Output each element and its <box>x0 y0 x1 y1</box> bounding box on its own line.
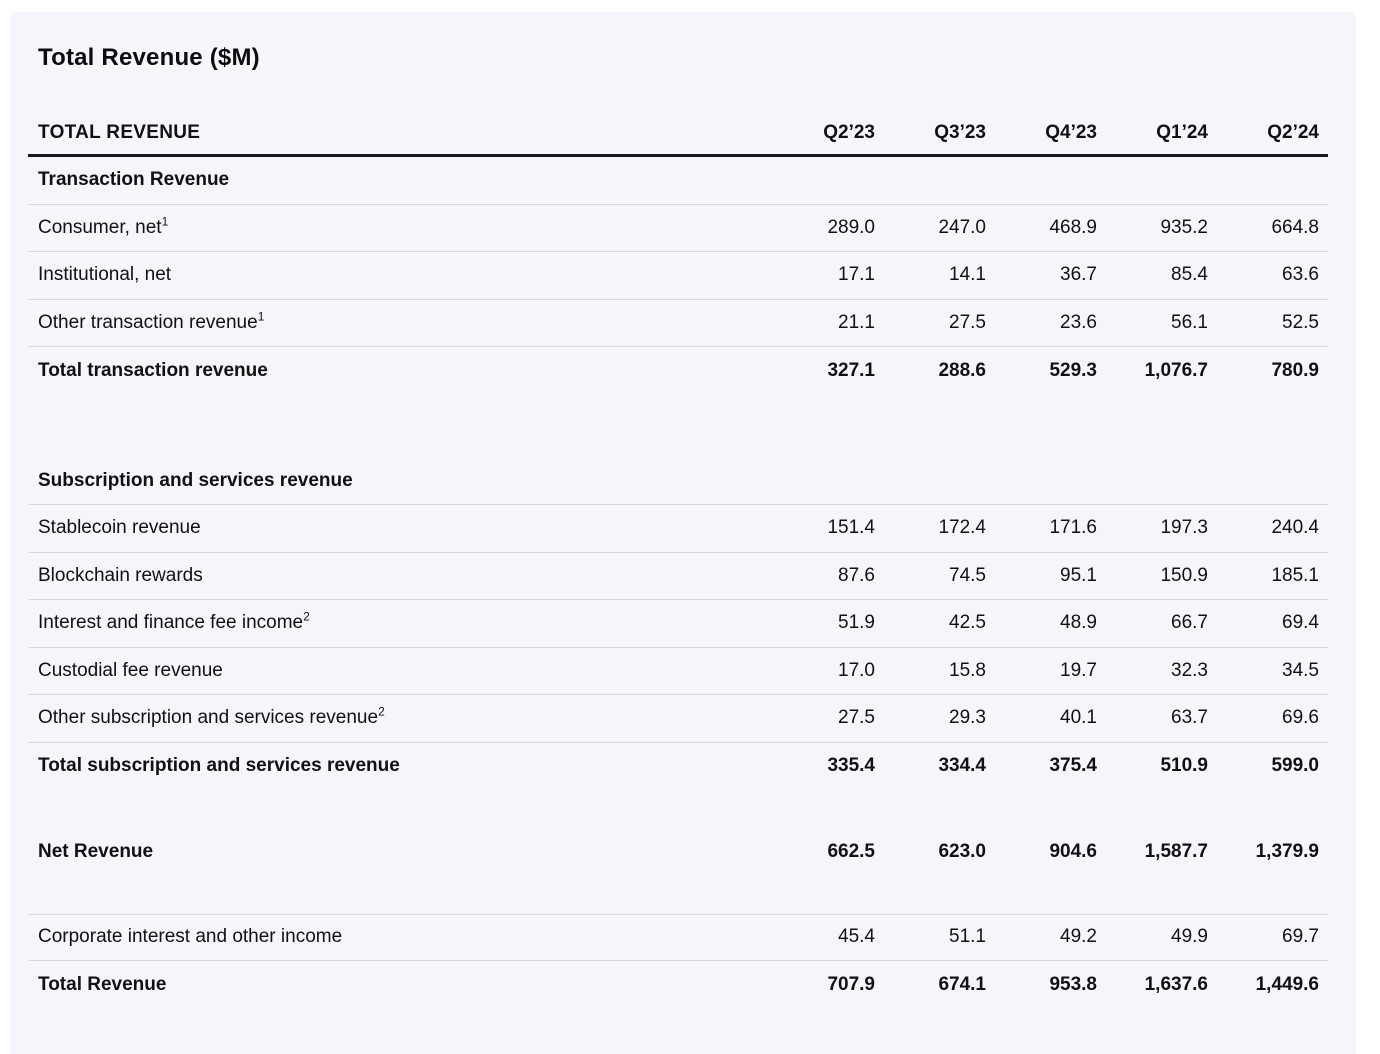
column-header: Q4’23 <box>1045 122 1097 143</box>
value-cell: 953.8 <box>1049 973 1097 995</box>
value-cell: 40.1 <box>1060 707 1097 729</box>
value-cell: 151.4 <box>827 517 875 539</box>
value-cell: 42.5 <box>949 612 986 634</box>
value-cell: 327.1 <box>827 359 875 381</box>
value-cell: 707.9 <box>827 973 875 995</box>
value-cell: 51.9 <box>838 612 875 634</box>
row-label: Transaction Revenue <box>38 169 230 191</box>
value-cell: 375.4 <box>1049 755 1097 777</box>
value-cell: 1,637.6 <box>1144 973 1208 995</box>
value-cell: 17.0 <box>838 659 875 681</box>
row-label: Total subscription and services revenue <box>38 755 400 777</box>
value-cell: 49.2 <box>1060 926 1097 948</box>
table-row <box>28 157 1328 205</box>
table-row <box>28 600 1328 648</box>
value-cell: 1,379.9 <box>1255 840 1319 862</box>
table-row <box>28 648 1328 696</box>
value-cell: 45.4 <box>838 926 875 948</box>
value-cell: 27.5 <box>949 311 986 333</box>
value-cell: 172.4 <box>938 517 986 539</box>
revenue-table <box>28 112 1328 1009</box>
column-header: Q1’24 <box>1156 122 1208 143</box>
table-row <box>28 914 1328 962</box>
value-cell: 15.8 <box>949 659 986 681</box>
column-header: Q2’23 <box>823 122 875 143</box>
row-label: Total Revenue <box>38 973 167 995</box>
value-cell: 1,449.6 <box>1255 973 1319 995</box>
value-cell: 674.1 <box>938 973 986 995</box>
value-cell: 69.4 <box>1282 612 1319 634</box>
value-cell: 63.6 <box>1282 264 1319 286</box>
value-cell: 171.6 <box>1049 517 1097 539</box>
value-cell: 49.9 <box>1171 926 1208 948</box>
row-label: Other subscription and services revenue$^2$ <box>38 704 385 729</box>
table-row <box>28 205 1328 253</box>
value-cell: 662.5 <box>827 840 875 862</box>
row-label: Net Revenue <box>38 840 154 862</box>
row-label: Institutional, net <box>38 264 172 286</box>
table-row <box>28 300 1328 348</box>
value-cell: 29.3 <box>949 707 986 729</box>
value-cell: 1,587.7 <box>1144 840 1208 862</box>
value-cell: 150.9 <box>1160 564 1208 586</box>
report-panel <box>10 12 1356 1054</box>
value-cell: 21.1 <box>838 311 875 333</box>
table-row <box>28 961 1328 1009</box>
value-cell: 623.0 <box>938 840 986 862</box>
column-header: Q2’24 <box>1267 122 1319 143</box>
table-spacer <box>28 395 1328 458</box>
page-title: Total Revenue ($M) <box>38 44 260 71</box>
value-cell: 51.1 <box>949 926 986 948</box>
row-label: Corporate interest and other income <box>38 926 343 948</box>
value-cell: 34.5 <box>1282 659 1319 681</box>
table-row <box>28 252 1328 300</box>
row-label: Custodial fee revenue <box>38 659 223 681</box>
table-row <box>28 347 1328 395</box>
value-cell: 468.9 <box>1049 216 1097 238</box>
value-cell: 32.3 <box>1171 659 1208 681</box>
value-cell: 529.3 <box>1049 359 1097 381</box>
value-cell: 288.6 <box>938 359 986 381</box>
report-content <box>10 12 1356 1009</box>
value-cell: 66.7 <box>1171 612 1208 634</box>
table-row <box>28 743 1328 791</box>
footnote-marker: 2 <box>303 609 310 624</box>
value-cell: 185.1 <box>1271 564 1319 586</box>
value-cell: 74.5 <box>949 564 986 586</box>
value-cell: 334.4 <box>938 755 986 777</box>
value-cell: 335.4 <box>827 755 875 777</box>
footnote-marker: 1 <box>257 309 265 324</box>
table-header-label: TOTAL REVENUE <box>38 122 201 143</box>
table-row <box>28 828 1328 876</box>
value-cell: 1,076.7 <box>1144 359 1208 381</box>
value-cell: 904.6 <box>1049 840 1097 862</box>
table-row <box>28 458 1328 506</box>
value-cell: 85.4 <box>1171 264 1208 286</box>
row-label: Subscription and services revenue <box>38 469 353 491</box>
row-label: Blockchain rewards <box>38 564 203 586</box>
value-cell: 17.1 <box>838 264 875 286</box>
value-cell: 48.9 <box>1060 612 1097 634</box>
value-cell: 63.7 <box>1171 707 1208 729</box>
value-cell: 36.7 <box>1060 264 1097 286</box>
row-label: Stablecoin revenue <box>38 517 201 539</box>
value-cell: 23.6 <box>1060 311 1097 333</box>
footnote-marker: 2 <box>378 704 385 719</box>
table-row <box>28 553 1328 601</box>
row-label: Other transaction revenue$^1$ <box>38 309 265 333</box>
value-cell: 27.5 <box>838 707 875 729</box>
table-header-row <box>28 112 1328 157</box>
table-row <box>28 695 1328 743</box>
table-spacer <box>28 790 1328 828</box>
value-cell: 197.3 <box>1160 517 1208 539</box>
value-cell: 52.5 <box>1282 311 1319 333</box>
value-cell: 19.7 <box>1060 659 1097 681</box>
value-cell: 95.1 <box>1060 564 1097 586</box>
value-cell: 240.4 <box>1271 517 1319 539</box>
row-label: Interest and finance fee income$^2$ <box>38 609 310 634</box>
value-cell: 247.0 <box>938 216 986 238</box>
value-cell: 510.9 <box>1160 755 1208 777</box>
table-spacer <box>28 876 1328 914</box>
column-header: Q3’23 <box>934 122 986 143</box>
value-cell: 14.1 <box>949 264 986 286</box>
value-cell: 69.7 <box>1282 926 1319 948</box>
table-body <box>28 157 1328 1009</box>
table-row <box>28 505 1328 553</box>
value-cell: 780.9 <box>1271 359 1319 381</box>
value-cell: 935.2 <box>1160 216 1208 238</box>
footnote-marker: 1 <box>161 214 169 229</box>
value-cell: 664.8 <box>1271 216 1319 238</box>
row-label: Consumer, net$^1$ <box>38 214 169 238</box>
value-cell: 69.6 <box>1282 707 1319 729</box>
row-label: Total transaction revenue <box>38 359 268 381</box>
value-cell: 599.0 <box>1271 755 1319 777</box>
value-cell: 87.6 <box>838 564 875 586</box>
value-cell: 289.0 <box>827 216 875 238</box>
value-cell: 56.1 <box>1171 311 1208 333</box>
